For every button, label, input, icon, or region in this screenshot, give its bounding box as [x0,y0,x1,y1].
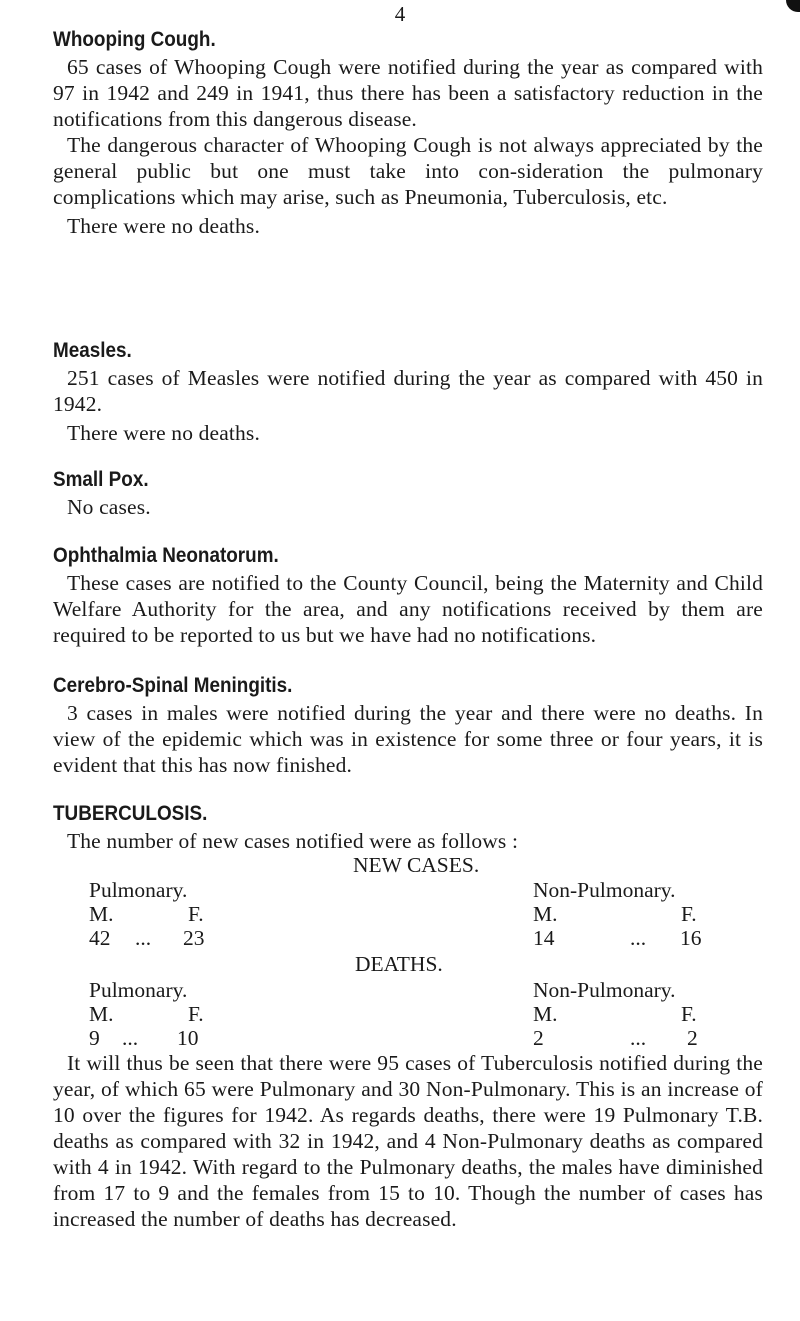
tuberculosis-intro: The number of new cases notified were as follows : [67,829,519,853]
measles-paragraph-2: There were no deaths. [67,421,260,445]
page-number: 4 [394,2,406,26]
new-pulmonary-f-header: F. [188,902,204,926]
new-pulmonary-f-value: 23 [183,926,205,950]
deaths-pulmonary-label: Pulmonary. [89,978,188,1002]
new-non-pulmonary-f-value: 16 [680,926,702,950]
deaths-pulmonary-f-value: 10 [177,1026,199,1050]
new-pulmonary-m-header: M. [89,902,114,926]
tuberculosis-summary-paragraph: It will thus be seen that there were 95 cases of Tuberculosis notified during the year, of which 65 were Pulmonary and 30 Non-Pulmonary. This is an increase of 10 over the figures for 1942. As regards deaths, there were 19 Pulmonary T.B. deaths as compared with 32 in 1942, and 4 Non-Pulmonary deaths as compared with 4 in 1942. With regard to the Pulmonary deaths, the males have diminished from 17 to 9 and the females from 15 to 10. Though the number of cases has increased the number of deaths has decreased. [53,1051,763,1231]
deaths-non-pulmonary-f-value: 2 [687,1026,698,1050]
section-tuberculosis [53,800,763,854]
heading-ophthalmia: Ophthalmia Neonatorum. [53,544,279,567]
deaths-non-pulmonary-label: Non-Pulmonary. [533,978,676,1002]
new-cases-title: NEW CASES. [353,853,480,877]
new-non-pulmonary-label: Non-Pulmonary. [533,878,676,902]
small-pox-paragraph-1: No cases. [67,495,151,519]
heading-measles: Measles. [53,339,132,362]
deaths-non-pulmonary-f-header: F. [681,1002,697,1026]
whooping-cough-paragraph-2: The dangerous character of Whooping Cough is not always appreciated by the general public but one must take into con-sideration the pulmonary complications which may arise, such as Pneumonia, Tuberculosis, etc. [53,133,763,209]
whooping-cough-paragraph-3: There were no deaths. [67,214,260,238]
new-pulmonary-label: Pulmonary. [89,878,188,902]
deaths-non-pulmonary-sep: ... [630,1026,647,1050]
new-pulmonary-m-value: 42 [89,926,111,950]
measles-paragraph-1: 251 cases of Measles were notified during the year as compared with 450 in 1942. [53,366,763,416]
heading-whooping-cough: Whooping Cough. [53,28,216,51]
section-meningitis [53,672,763,778]
heading-small-pox: Small Pox. [53,468,149,491]
whooping-cough-paragraph-1: 65 cases of Whooping Cough were notified during the year as compared with 97 in 1942 and 249 in 1941, thus there has been a satisfactory reduction in the notifications from this dangerous disease. [53,55,763,131]
new-non-pulmonary-f-header: F. [681,902,697,926]
section-measles [53,337,763,446]
deaths-pulmonary-sep: ... [122,1026,139,1050]
section-small-pox [53,466,763,520]
new-pulmonary-sep: ... [135,926,152,950]
meningitis-paragraph-1: 3 cases in males were notified during the year and there were no deaths. In view of the epidemic which was in existence for some three or four years, it is evident that this has now finished. [53,701,763,777]
new-non-pulmonary-m-value: 14 [533,926,555,950]
heading-tuberculosis: TUBERCULOSIS. [53,802,208,825]
new-non-pulmonary-sep: ... [630,926,647,950]
deaths-pulmonary-m-header: M. [89,1002,114,1026]
new-non-pulmonary-m-header: M. [533,902,558,926]
deaths-non-pulmonary-m-header: M. [533,1002,558,1026]
section-tuberculosis-summary [53,1050,763,1232]
deaths-pulmonary-f-header: F. [188,1002,204,1026]
deaths-pulmonary-m-value: 9 [89,1026,100,1050]
ophthalmia-paragraph-1: These cases are notified to the County Council, being the Maternity and Child Welfare Authority for the area, and any notifications received by them are required to be reported to us but we have had no notifications. [53,571,763,647]
section-whooping-cough [53,26,763,239]
section-ophthalmia [53,542,763,648]
deaths-title: DEATHS. [355,952,443,976]
heading-meningitis: Cerebro-Spinal Meningitis. [53,674,293,697]
deaths-non-pulmonary-m-value: 2 [533,1026,544,1050]
